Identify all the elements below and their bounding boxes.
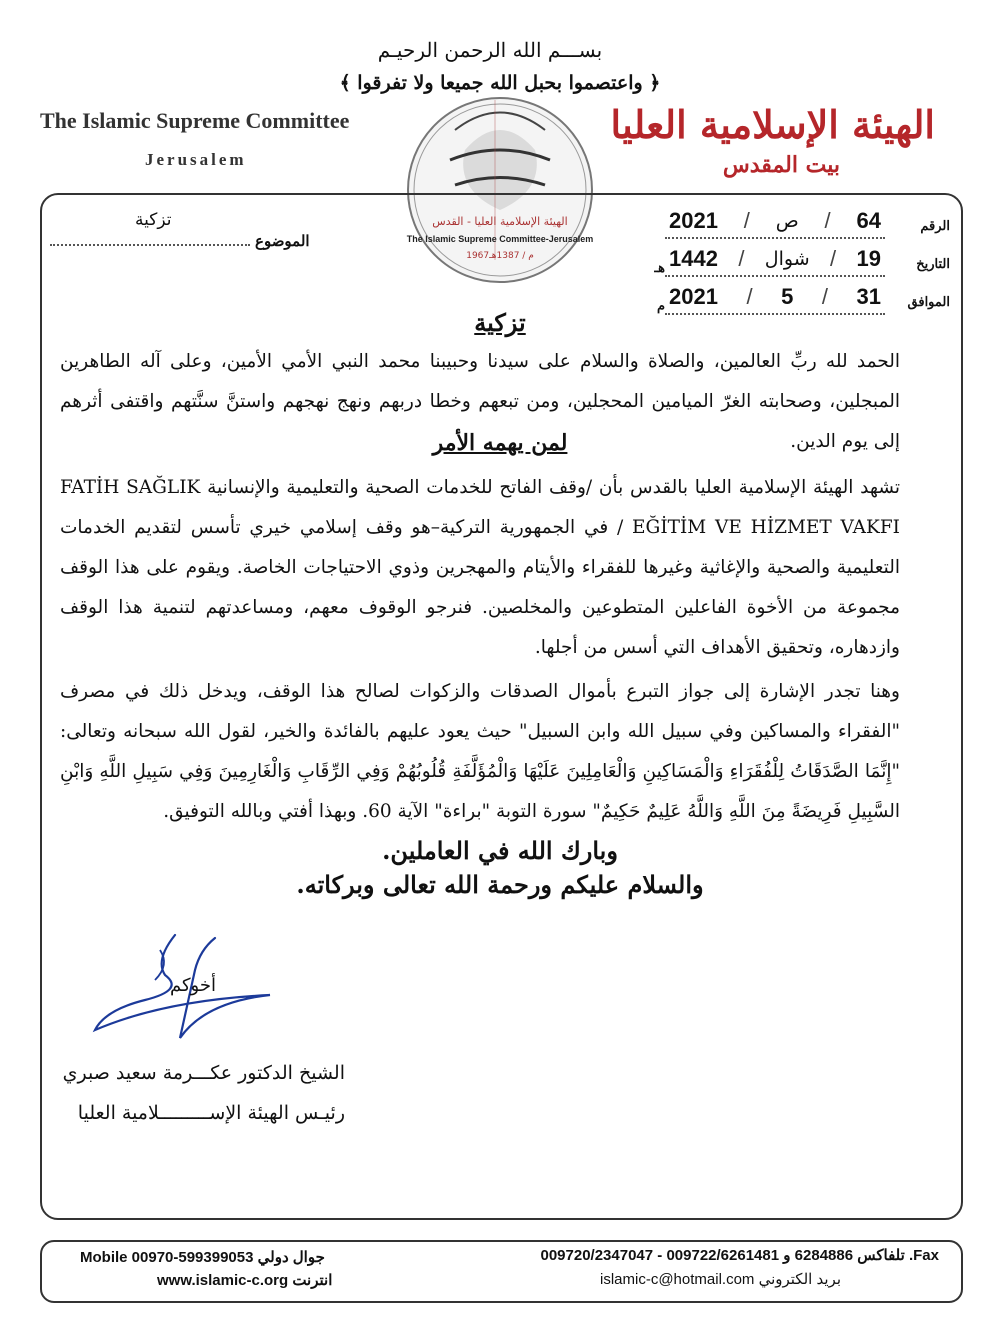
gregorian-year: 2021	[669, 284, 718, 309]
mobile-number: Mobile 00970-599399053 جوال دولي	[80, 1249, 325, 1266]
hijri-date-row	[655, 243, 955, 277]
org-city-arabic: بيت المقدس	[722, 152, 840, 178]
separator: /	[743, 208, 750, 233]
reference-year: 2021	[669, 208, 718, 233]
to-whom-heading: لمن يهمه الأمر	[432, 430, 568, 456]
subject-value: تزكية	[135, 210, 172, 230]
org-name-english: The Islamic Supreme Committee	[40, 108, 350, 133]
separator: /	[738, 246, 745, 271]
hijri-year: 1442	[669, 246, 718, 271]
separator: /	[824, 208, 831, 233]
seal-years: 1967م / 1387هـ	[466, 251, 534, 261]
signature-salutation: أخوكم	[170, 975, 216, 996]
header-verse: ﴿ واعتصموا بحبل الله جميعا ولا تفرقوا ﴾	[339, 72, 661, 94]
seal-text-english: The Islamic Supreme Committee-Jerusalem	[406, 234, 594, 244]
reference-number-row	[655, 205, 955, 239]
reference-number-label: الرقم	[920, 219, 950, 234]
closing-blessing: وبارك الله في العاملين.	[382, 836, 618, 865]
reference-code: ص	[775, 210, 799, 232]
letter-title: تزكية	[474, 308, 526, 337]
basmala: بســـم الله الرحمن الرحيـم	[377, 38, 603, 62]
contact-footer	[40, 1240, 963, 1303]
phone-fax-numbers: تلفاكس 6284886 و 009722/6261481 - 009720/2347047 .Fax	[540, 1247, 939, 1264]
reference-number-field	[665, 205, 885, 239]
gregorian-date-label: الموافق	[907, 295, 950, 310]
recommendation-paragraph: تشهد الهيئة الإسلامية العليا بالقدس بأن /وقف الفاتح للخدمات الصحية والتعليمية والإنسانية FATİH SAĞLIK EĞİTİM VE HİZMET VAKFI / في الجمهورية التركية–هو وقف إسلامي خيري تأسس لتقديم الخدمات التعليمية والصحية والإغاثية وغيرها للفقراء والأيتام والمهجرين وذوي الاحتياجات الخاصة. ويقوم على هذا الوقف مجموعة من الأخوة الفاعلين المتطوعين والمخلصين. فنرجو الوقوف معهم، ومساعدتهم لتنمية هذا الوقف وازدهاره، وتحقيق الأهداف التي أسس من أجلها.	[60, 477, 900, 658]
hijri-day: 19	[856, 246, 881, 271]
gregorian-month: 5	[781, 284, 794, 309]
org-name-arabic: الهيئة الإسلامية العليا	[610, 102, 935, 147]
hijri-month: شوال	[764, 248, 810, 270]
gregorian-suffix: م	[656, 299, 665, 314]
separator: /	[829, 246, 837, 271]
opening-paragraph: الحمد لله ربِّ العالمين، والصلاة والسلام على سيدنا وحبيبنا محمد النبي الأمي الأمين، وعلى آله الطاهرين المبجلين، وصحابته الغرّ الميامين المحجلين، ومن تبعهم وخطا دربهم ونهج نهجهم واستنَّ سنَّتهم واقتفى أثرهم إلى يوم الدين.	[60, 351, 900, 452]
hijri-date-label: التاريخ	[916, 257, 950, 272]
separator: /	[746, 284, 753, 309]
subject-label: الموضوع	[255, 232, 310, 250]
separator: /	[821, 284, 828, 309]
gregorian-day: 31	[856, 284, 881, 309]
fatwa-paragraph: وهنا تجدر الإشارة إلى جواز التبرع بأموال الصدقات والزكوات لصالح هذا الوقف، ويدخل ذلك في مصرف "الفقراء والمساكين وفي سبيل الله وابن السبيل" حيث يعود عليهم بالفائدة والخير، لقول الله سبحانه وتعالى: "إِنَّمَا الصَّدَقَاتُ لِلْفُقَرَاءِ وَالْمَسَاكِينِ وَالْعَامِلِينَ عَلَيْهَا وَالْمُؤَلَّفَةِ قُلُوبُهُمْ وَفِي الرِّقَابِ وَالْغَارِمِينَ وَفِي سَبِيلِ اللَّهِ وَابْنِ السَّبِيلِ فَرِيضَةً مِنَ اللَّهِ وَاللَّهُ عَلِيمٌ حَكِيمٌ" سورة التوبة "براءة" الآية 60. وبهذا أفتي وبالله التوفيق.	[60, 681, 900, 822]
closing-salutation: والسلام عليكم ورحمة الله تعالى وبركاته.	[296, 870, 704, 899]
org-city-english: Jerusalem	[145, 150, 247, 169]
signatory-title: رئيـس الهيئة الإســـــــــلامية العليا	[77, 1102, 345, 1124]
hijri-suffix: هـ	[654, 261, 665, 276]
subject-dotted-line	[50, 244, 250, 246]
signatory-name: الشيخ الدكتور عكـــرمة سعيد صبري	[62, 1062, 345, 1084]
hijri-date-field	[665, 243, 885, 277]
email-link[interactable]: islamic-c@hotmail.com بريد الكتروني	[599, 1271, 841, 1288]
website-link[interactable]: www.islamic-c.org انترنت	[157, 1272, 333, 1289]
reference-number: 64	[856, 208, 881, 233]
seal-text-arabic: الهيئة الإسلامية العليا - القدس	[432, 215, 568, 228]
